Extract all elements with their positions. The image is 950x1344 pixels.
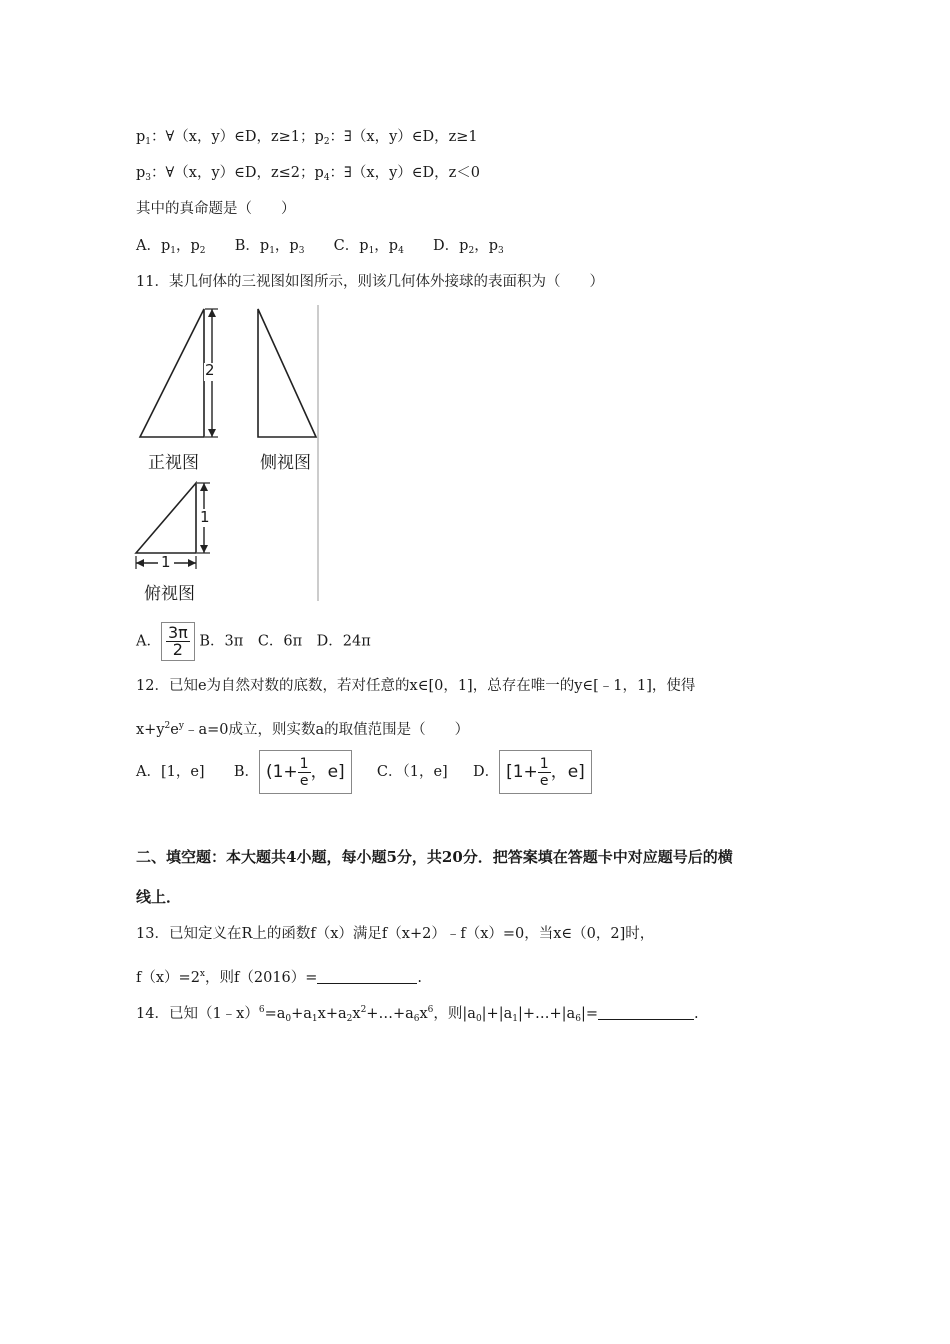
dim-top-horizontal: 1 (161, 553, 171, 571)
section2-heading-line2: 线上． (136, 888, 182, 906)
three-view-figure (134, 305, 320, 604)
q13-answer-blank[interactable] (317, 969, 417, 984)
true-proposition-question: 其中的真命题是（ ） (136, 201, 296, 217)
q12-option-c: C．（1，e] (376, 764, 448, 780)
side-view-label: 侧视图 (260, 453, 311, 473)
q12-options: A．[1，e] B． (1+ $\frac{1}{e}$ ，e] C．（1，e] D． [1+ $\frac{1}{e}$ ，e] (136, 750, 592, 794)
q12-stem-line2: $x+y^2e^y﹣a=0$成立，则实数a的取值范围是（ ） (136, 721, 470, 738)
q14-answer-blank[interactable] (598, 1005, 694, 1020)
q10-option-d: D．$p_2$，$p_3$ (433, 238, 504, 256)
proposition-p3-p4: $p_3$：∀（x，y）∈D，z≤2；$p_4$：∃（x，y）∈D，z＜0 (136, 165, 481, 183)
q10-option-c: C．$p_1$，$p_4$ (333, 238, 404, 256)
q12-option-b-box: (1+ $\frac{1}{e}$ ，e] (259, 750, 352, 794)
q10-option-a: A．$p_1$，$p_2$ (136, 238, 206, 256)
q10-option-b: B．$p_1$，$p_3$ (234, 238, 305, 256)
q12-option-d-box: [1+ $\frac{1}{e}$ ，e] (499, 750, 592, 794)
section2-heading-line1: 二、填空题：本大题共4小题，每小题5分，共20分．把答案填在答题卡中对应题号后的横 (136, 848, 733, 866)
q11-stem: 11．某几何体的三视图如图所示，则该几何体外接球的表面积为（ ） (136, 274, 604, 290)
top-view-label: 俯视图 (144, 584, 195, 604)
proposition-p1-p2: $p_1$：∀（x，y）∈D，z≥1；$p_2$：∃（x，y）∈D，z≥1 (136, 129, 478, 147)
top-view-triangle (136, 483, 196, 553)
dim-front-height: 2 (205, 361, 215, 379)
dim-top-vertical: 1 (200, 508, 210, 526)
q11-option-a-fraction: $\frac{3\pi}{2}$ (161, 622, 195, 661)
q13-line2: $f(x)=2^x$，则f（2016）= . (136, 969, 423, 986)
front-view-label: 正视图 (148, 453, 199, 473)
q10-options (136, 236, 504, 261)
front-view-triangle (140, 309, 204, 437)
side-view-triangle (258, 309, 316, 437)
q12-option-a: A．[1，e] (136, 764, 205, 780)
q14-line: 14．已知$(1﹣x)^6=a_0+a_1x+a_2x^2+\dots+a_6x^6$，则$|a_0|+|a_1|+\dots+|a_6|=$ . (136, 1005, 699, 1024)
q12-stem-line1: 12．已知e为自然对数的底数，若对任意的x∈[0，1]，总存在唯一的y∈[﹣1，1]，使得 (136, 678, 696, 694)
q11-options: A． $\frac{3\pi}{2}$ B．3π C．6π D．24π (136, 623, 371, 659)
q13-line1: 13．已知定义在R上的函数f（x）满足f（x+2）﹣f（x）=0，当x∈（0，2]时， (136, 926, 655, 942)
